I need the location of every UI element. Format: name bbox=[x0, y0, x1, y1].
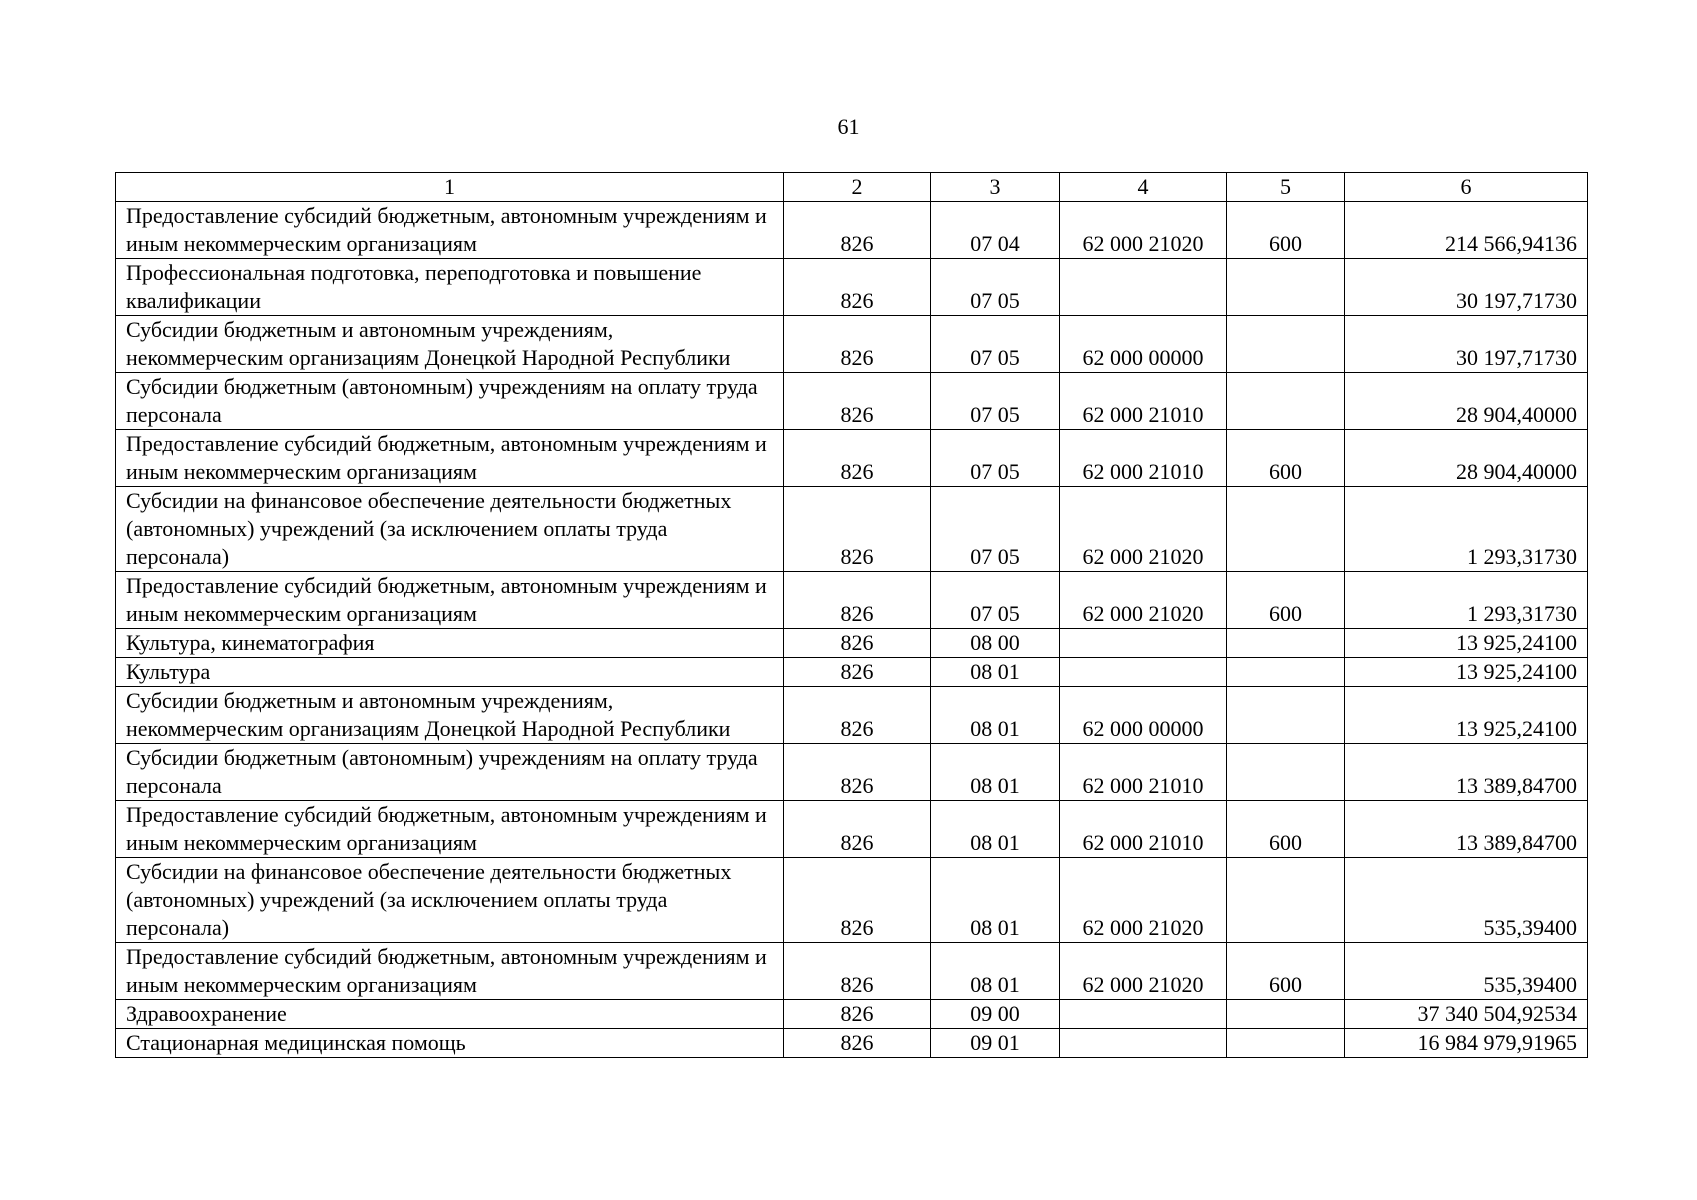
row-amount: 28 904,40000 bbox=[1345, 430, 1588, 487]
row-target-article bbox=[1060, 629, 1227, 658]
row-expense-type bbox=[1227, 259, 1345, 316]
row-name: Субсидии бюджетным (автономным) учреждениям на оплату труда персонала bbox=[116, 373, 784, 430]
row-section: 08 00 bbox=[931, 629, 1060, 658]
row-section: 08 01 bbox=[931, 687, 1060, 744]
budget-table bbox=[115, 172, 1588, 1058]
header-col-5: 5 bbox=[1227, 173, 1345, 202]
row-name: Предоставление субсидий бюджетным, автономным учреждениям и иным некоммерческим организациям bbox=[116, 430, 784, 487]
row-expense-type: 600 bbox=[1227, 943, 1345, 1000]
table-row bbox=[116, 430, 1588, 487]
row-name: Предоставление субсидий бюджетным, автономным учреждениям и иным некоммерческим организациям bbox=[116, 943, 784, 1000]
table-row bbox=[116, 943, 1588, 1000]
row-expense-type bbox=[1227, 858, 1345, 943]
row-section: 08 01 bbox=[931, 943, 1060, 1000]
row-target-article bbox=[1060, 1000, 1227, 1029]
row-amount: 13 925,24100 bbox=[1345, 658, 1588, 687]
table-row bbox=[116, 316, 1588, 373]
row-amount: 30 197,71730 bbox=[1345, 259, 1588, 316]
row-section: 07 05 bbox=[931, 430, 1060, 487]
row-target-article: 62 000 21010 bbox=[1060, 801, 1227, 858]
header-col-3: 3 bbox=[931, 173, 1060, 202]
table-header bbox=[116, 173, 1588, 202]
row-code: 826 bbox=[784, 744, 931, 801]
row-code: 826 bbox=[784, 801, 931, 858]
row-expense-type bbox=[1227, 687, 1345, 744]
row-name: Субсидии на финансовое обеспечение деятельности бюджетных (автономных) учреждений (за исключением оплаты труда персонала) bbox=[116, 487, 784, 572]
row-expense-type bbox=[1227, 487, 1345, 572]
row-code: 826 bbox=[784, 943, 931, 1000]
row-code: 826 bbox=[784, 316, 931, 373]
row-target-article bbox=[1060, 1029, 1227, 1058]
row-code: 826 bbox=[784, 1029, 931, 1058]
row-name: Стационарная медицинская помощь bbox=[116, 1029, 784, 1058]
row-expense-type bbox=[1227, 658, 1345, 687]
row-name: Здравоохранение bbox=[116, 1000, 784, 1029]
row-code: 826 bbox=[784, 658, 931, 687]
page-number: 61 bbox=[837, 114, 860, 139]
row-name: Субсидии бюджетным (автономным) учреждениям на оплату труда персонала bbox=[116, 744, 784, 801]
row-amount: 535,39400 bbox=[1345, 858, 1588, 943]
row-section: 08 01 bbox=[931, 858, 1060, 943]
row-expense-type: 600 bbox=[1227, 202, 1345, 259]
row-section: 07 05 bbox=[931, 487, 1060, 572]
row-section: 08 01 bbox=[931, 801, 1060, 858]
row-amount: 1 293,31730 bbox=[1345, 487, 1588, 572]
row-target-article: 62 000 21020 bbox=[1060, 572, 1227, 629]
row-expense-type bbox=[1227, 1000, 1345, 1029]
row-code: 826 bbox=[784, 487, 931, 572]
row-code: 826 bbox=[784, 572, 931, 629]
row-code: 826 bbox=[784, 373, 931, 430]
header-col-6: 6 bbox=[1345, 173, 1588, 202]
row-expense-type bbox=[1227, 1029, 1345, 1058]
row-code: 826 bbox=[784, 1000, 931, 1029]
row-code: 826 bbox=[784, 430, 931, 487]
row-target-article: 62 000 21010 bbox=[1060, 430, 1227, 487]
row-target-article: 62 000 21010 bbox=[1060, 373, 1227, 430]
row-name: Субсидии на финансовое обеспечение деятельности бюджетных (автономных) учреждений (за исключением оплаты труда персонала) bbox=[116, 858, 784, 943]
row-target-article: 62 000 21020 bbox=[1060, 943, 1227, 1000]
row-section: 09 01 bbox=[931, 1029, 1060, 1058]
row-name: Культура bbox=[116, 658, 784, 687]
row-name: Предоставление субсидий бюджетным, автономным учреждениям и иным некоммерческим организациям bbox=[116, 202, 784, 259]
row-code: 826 bbox=[784, 858, 931, 943]
row-amount: 214 566,94136 bbox=[1345, 202, 1588, 259]
table-row bbox=[116, 373, 1588, 430]
row-amount: 13 925,24100 bbox=[1345, 629, 1588, 658]
row-expense-type bbox=[1227, 373, 1345, 430]
header-col-1: 1 bbox=[116, 173, 784, 202]
row-target-article: 62 000 00000 bbox=[1060, 316, 1227, 373]
header-col-4: 4 bbox=[1060, 173, 1227, 202]
header-row bbox=[116, 173, 1588, 202]
row-target-article: 62 000 21010 bbox=[1060, 744, 1227, 801]
row-amount: 1 293,31730 bbox=[1345, 572, 1588, 629]
table-row bbox=[116, 259, 1588, 316]
row-expense-type bbox=[1227, 629, 1345, 658]
row-section: 07 04 bbox=[931, 202, 1060, 259]
row-code: 826 bbox=[784, 687, 931, 744]
row-amount: 535,39400 bbox=[1345, 943, 1588, 1000]
row-target-article: 62 000 00000 bbox=[1060, 687, 1227, 744]
row-section: 07 05 bbox=[931, 259, 1060, 316]
row-section: 09 00 bbox=[931, 1000, 1060, 1029]
row-amount: 13 925,24100 bbox=[1345, 687, 1588, 744]
table-row bbox=[116, 658, 1588, 687]
row-amount: 13 389,84700 bbox=[1345, 801, 1588, 858]
row-code: 826 bbox=[784, 259, 931, 316]
table-row bbox=[116, 202, 1588, 259]
row-name: Профессиональная подготовка, переподготовка и повышение квалификации bbox=[116, 259, 784, 316]
header-col-2: 2 bbox=[784, 173, 931, 202]
row-target-article: 62 000 21020 bbox=[1060, 202, 1227, 259]
table-row bbox=[116, 629, 1588, 658]
row-amount: 30 197,71730 bbox=[1345, 316, 1588, 373]
row-section: 08 01 bbox=[931, 744, 1060, 801]
row-section: 07 05 bbox=[931, 572, 1060, 629]
row-name: Предоставление субсидий бюджетным, автономным учреждениям и иным некоммерческим организациям bbox=[116, 572, 784, 629]
row-expense-type bbox=[1227, 316, 1345, 373]
row-section: 07 05 bbox=[931, 373, 1060, 430]
row-target-article bbox=[1060, 658, 1227, 687]
table-row bbox=[116, 487, 1588, 572]
table-row bbox=[116, 744, 1588, 801]
row-target-article: 62 000 21020 bbox=[1060, 858, 1227, 943]
row-target-article bbox=[1060, 259, 1227, 316]
table-row bbox=[116, 1000, 1588, 1029]
row-name: Предоставление субсидий бюджетным, автономным учреждениям и иным некоммерческим организациям bbox=[116, 801, 784, 858]
table-row bbox=[116, 572, 1588, 629]
table-row bbox=[116, 1029, 1588, 1058]
row-code: 826 bbox=[784, 202, 931, 259]
row-expense-type: 600 bbox=[1227, 430, 1345, 487]
row-name: Культура, кинематография bbox=[116, 629, 784, 658]
row-expense-type: 600 bbox=[1227, 572, 1345, 629]
row-code: 826 bbox=[784, 629, 931, 658]
table-row bbox=[116, 801, 1588, 858]
table-row bbox=[116, 687, 1588, 744]
row-section: 07 05 bbox=[931, 316, 1060, 373]
table-row bbox=[116, 858, 1588, 943]
row-section: 08 01 bbox=[931, 658, 1060, 687]
row-amount: 16 984 979,91965 bbox=[1345, 1029, 1588, 1058]
row-name: Субсидии бюджетным и автономным учреждениям, некоммерческим организациям Донецкой Народной Республики bbox=[116, 316, 784, 373]
row-expense-type bbox=[1227, 744, 1345, 801]
row-amount: 37 340 504,92534 bbox=[1345, 1000, 1588, 1029]
row-target-article: 62 000 21020 bbox=[1060, 487, 1227, 572]
table-body bbox=[116, 202, 1588, 1058]
row-name: Субсидии бюджетным и автономным учреждениям, некоммерческим организациям Донецкой Народной Республики bbox=[116, 687, 784, 744]
row-expense-type: 600 bbox=[1227, 801, 1345, 858]
row-amount: 28 904,40000 bbox=[1345, 373, 1588, 430]
row-amount: 13 389,84700 bbox=[1345, 744, 1588, 801]
